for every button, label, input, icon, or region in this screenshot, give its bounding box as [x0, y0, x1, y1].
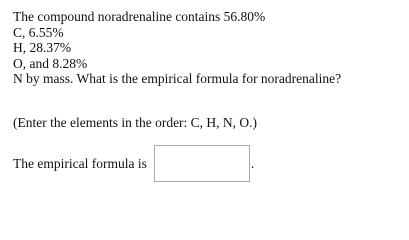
empirical-formula-input[interactable] — [154, 145, 250, 182]
instruction-text: (Enter the elements in the order: C, H, N, O.) — [13, 115, 258, 130]
answer-label: The empirical formula is — [13, 155, 147, 171]
answer-suffix: . — [250, 155, 255, 171]
answer-row — [13, 145, 254, 182]
question-line-2: C, 6.55% — [13, 24, 64, 40]
question-line-3: H, 28.37% — [13, 40, 72, 55]
question-text — [13, 9, 403, 87]
question-line-4: O, and 8.28% — [13, 55, 88, 71]
question-line-1: The compound noradrenaline contains 56.80% — [13, 9, 266, 24]
question-line-5: N by mass. What is the empirical formula for noradrenaline? — [13, 71, 342, 86]
